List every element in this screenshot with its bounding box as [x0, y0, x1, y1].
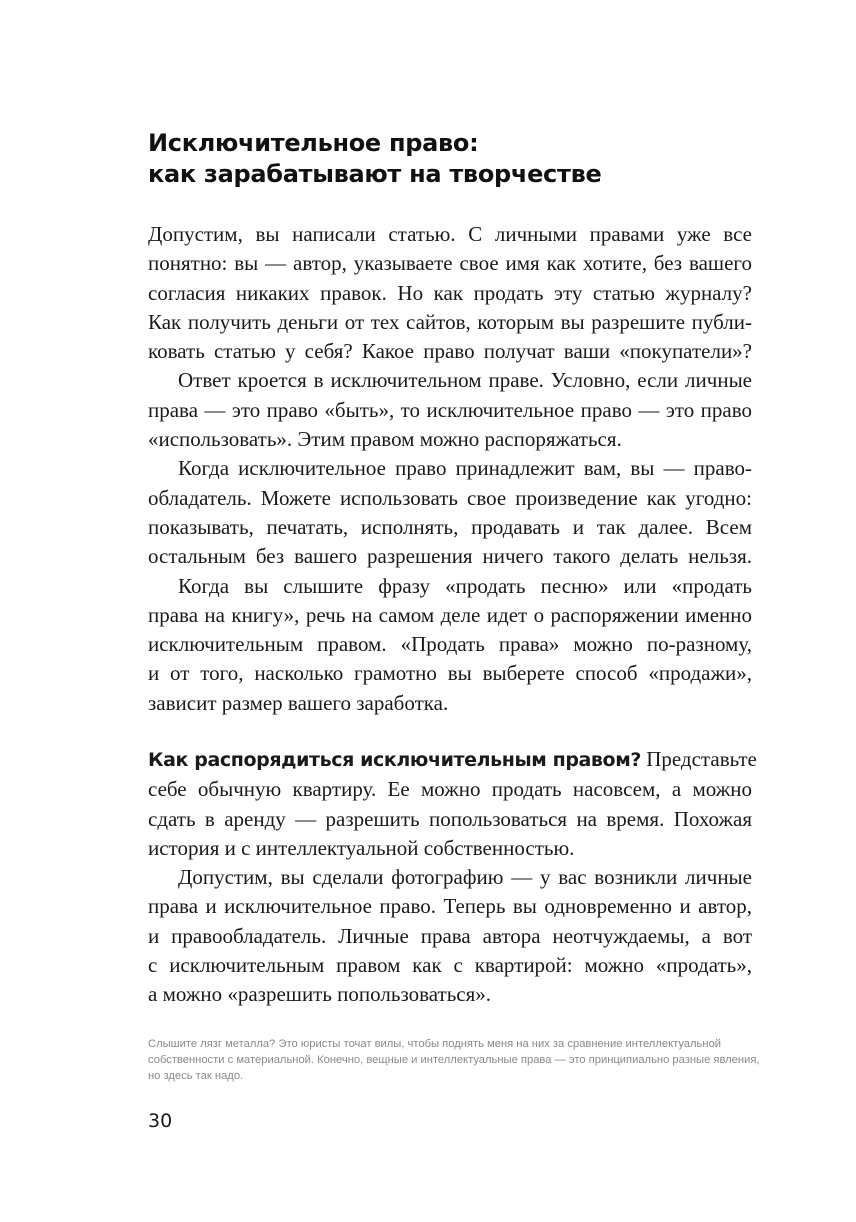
- text-line: Когда вы слышите фразу «продать песню» или «продать: [178, 573, 752, 598]
- text-line: показывать, печатать, исполнять, продавать и так далее. Всем: [148, 514, 752, 539]
- footnote-line: но здесь так надо.: [148, 1070, 244, 1082]
- text-line: а можно «разрешить попользоваться».: [148, 982, 492, 1007]
- paragraph-2: [148, 366, 752, 454]
- text-line: себе обычную квартиру. Ее можно продать насовсем, а можно: [148, 777, 752, 802]
- text-line: Как получить деньги от тех сайтов, которым вы разрешите публи-: [148, 309, 752, 334]
- body-text-section-2: [148, 745, 757, 1010]
- paragraph-6: [148, 863, 752, 1009]
- runin-continuation: Представьте: [640, 747, 757, 771]
- text-line: согласия никаких правок. Но как продать эту статью журналу?: [148, 280, 752, 305]
- text-line: Ответ кроется в исключительном праве. Условно, если личные: [178, 368, 752, 393]
- text-line: права — это право «быть», то исключительное право — это право: [148, 397, 752, 422]
- footnote-line: Слышите лязг металла? Это юристы точат вилы, чтобы поднять меня на них за сравнение интеллектуальной: [148, 1038, 722, 1050]
- paragraph-3: [148, 454, 752, 571]
- paragraph-4: [148, 572, 752, 718]
- text-line: ковать статью у себя? Какое право получат ваши «покупатели»?: [148, 339, 752, 364]
- runin-heading: Как распорядиться исключительным правом?: [148, 749, 641, 771]
- text-line: история и с интеллектуальной собственностью.: [148, 835, 575, 860]
- paragraph-1: [148, 220, 752, 366]
- text-line: [148, 745, 757, 775]
- paragraph-5: [148, 745, 757, 863]
- text-line: Когда исключительное право принадлежит вам, вы — право-: [178, 456, 752, 481]
- text-line: права на книгу», речь на самом деле идет о распоряжении именно: [148, 602, 752, 627]
- text-line: понятно: вы — автор, указываете свое имя как хотите, без вашего: [148, 251, 752, 276]
- text-line: «использовать». Этим правом можно распоряжаться.: [148, 427, 622, 452]
- text-line: Допустим, вы сделали фотографию — у вас возникли личные: [178, 865, 752, 890]
- heading-line-2: как зарабатывают на творчестве: [148, 160, 602, 188]
- text-line: обладатель. Можете использовать свое произведение как угодно:: [148, 485, 752, 510]
- text-line: Допустим, вы написали статью. С личными правами уже все: [148, 222, 752, 246]
- text-line: с исключительным правом как с квартирой: можно «продать»,: [148, 953, 752, 978]
- text-line: остальным без вашего разрешения ничего такого делать нельзя.: [148, 544, 752, 569]
- footnote-line: собственности с материальной. Конечно, вещные и интеллектуальные права — это принципиально разные явления,: [148, 1054, 760, 1066]
- text-line: права и исключительное право. Теперь вы одновременно и автор,: [148, 894, 752, 919]
- section-heading: [148, 128, 752, 190]
- text-line: сдать в аренду — разрешить попользоваться на время. Похожая: [148, 806, 752, 831]
- heading-line-1: Исключительное право:: [148, 129, 479, 157]
- text-line: зависит размер вашего заработка.: [148, 690, 449, 715]
- page-number: 30: [148, 1110, 173, 1132]
- text-line: исключительным правом. «Продать права» можно по-разному,: [148, 632, 752, 657]
- body-text-section-1: [148, 220, 752, 718]
- text-line: и правообладатель. Личные права автора неотчуждаемы, а вот: [148, 923, 752, 948]
- footnote: [148, 1036, 760, 1084]
- text-line: и от того, насколько грамотно вы выберете способ «продажи»,: [148, 661, 752, 686]
